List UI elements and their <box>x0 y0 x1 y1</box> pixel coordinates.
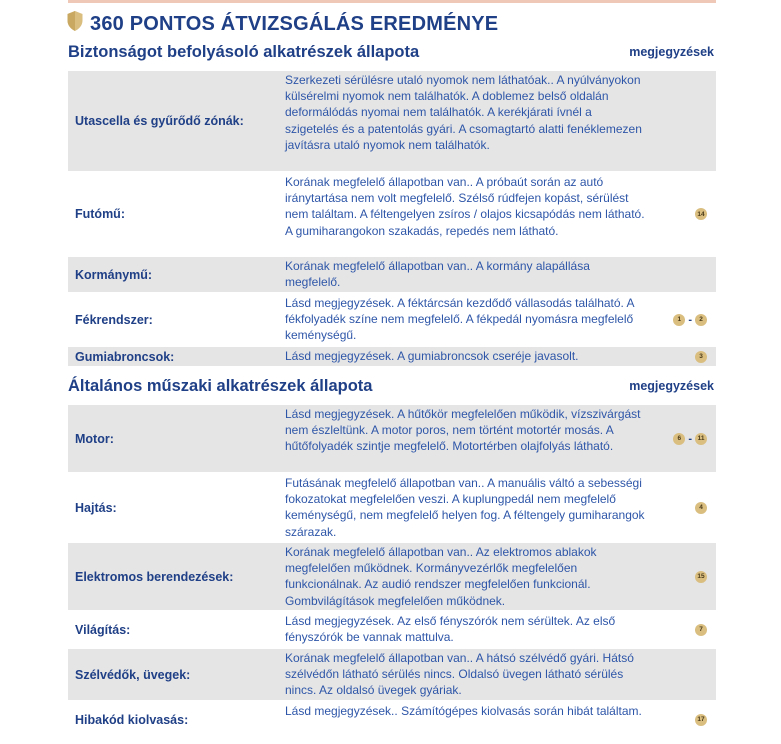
range-dash: - <box>688 313 692 326</box>
row-label: Motor: <box>75 431 114 446</box>
row-description: Szerkezeti sérülésre utaló nyomok nem láthatóak.. A nyúlványokon külsérelmi nyomok nem találhatók. A doblemez belső oldalán deformálódás nyomai nem találhatók. A kerékjárati ívnél a szigetelés és a patentolás gyári. A csomagtartó alatti fenéklemezen javításra utaló nyomok nem találhatók. <box>285 73 642 152</box>
note-badge[interactable]: 2 <box>695 314 707 326</box>
section-header-safety <box>68 43 716 65</box>
notes-badges <box>695 612 707 647</box>
table-row <box>68 474 716 541</box>
table-row <box>68 173 716 255</box>
notes-badges <box>695 347 707 366</box>
note-badge[interactable]: 14 <box>695 208 707 220</box>
table-row <box>68 543 716 610</box>
row-label: Kormánymű: <box>75 267 153 282</box>
table-row <box>68 702 716 737</box>
row-label: Gumiabroncsok: <box>75 349 175 364</box>
row-description: Korának megfelelő állapotban van.. A próbaút során az autó iránytartása nem volt megfelelő. Szélső rúdfejen kopást, sérülést nem találtam. A féltengelyen zsíros / olajos kicsapódás nem látható. A gumiharangokon szakadás, repedés nem látható. <box>285 175 645 238</box>
row-label: Utascella és gyűrődő zónák: <box>75 114 244 128</box>
row-label: Világítás: <box>75 622 131 637</box>
notes-badges <box>673 294 707 345</box>
table-row <box>68 612 716 647</box>
row-label: Elektromos berendezések: <box>75 569 234 584</box>
row-description: Lásd megjegyzések. A féktárcsán kezdődő vállasodás található. A fékfolyadék színe nem megfelelő. A fékpedál nyomásra megfelelő keménységű. <box>285 296 634 343</box>
row-description: Korának megfelelő állapotban van.. A kormány alapállása megfelelő. <box>285 259 590 290</box>
section-header-general <box>68 377 716 399</box>
note-badge[interactable]: 1 <box>673 314 685 326</box>
row-label: Futómű: <box>75 207 125 221</box>
note-badge[interactable]: 15 <box>695 571 707 583</box>
row-description: Korának megfelelő állapotban van.. A hátsó szélvédő gyári. Hátsó szélvédőn látható sérülés nincs. Oldalsó üvegen látható sérülés nincs. Az oldalsó üvegek gyáriak. <box>285 651 634 698</box>
page-title <box>66 10 498 38</box>
row-description: Lásd megjegyzések.. Számítógépes kiolvasás során hibát találtam. <box>285 704 642 718</box>
note-badge[interactable]: 6 <box>673 433 685 445</box>
row-label: Hibakód kiolvasás: <box>75 712 189 727</box>
notes-column-label: megjegyzések <box>629 379 714 393</box>
table-row <box>68 347 716 366</box>
notes-badges <box>695 474 707 541</box>
note-badge[interactable]: 11 <box>695 433 707 445</box>
row-description: Lásd megjegyzések. A hűtőkör megfelelően működik, vízszivárgást nem észleltünk. A motor poros, nem történt motortér mosás. A hűtőfolyadék szintje megfelelő. Motortérben olajfolyás látható. <box>285 407 641 454</box>
section-title: Biztonságot befolyásoló alkatrészek állapota <box>68 43 420 61</box>
table-row <box>68 71 716 171</box>
table-row <box>68 649 716 700</box>
note-badge[interactable]: 4 <box>695 502 707 514</box>
notes-badges <box>695 543 707 610</box>
notes-column-label: megjegyzések <box>629 45 714 59</box>
table-row <box>68 405 716 472</box>
range-dash: - <box>688 432 692 445</box>
page-title-text: 360 PONTOS ÁTVIZSGÁLÁS EREDMÉNYE <box>90 12 499 35</box>
note-badge[interactable]: 17 <box>695 714 707 726</box>
row-label: Hajtás: <box>75 500 117 515</box>
row-description: Lásd megjegyzések. Az első fényszórók nem sérültek. Az első fényszórók be vannak mattulva. <box>285 614 616 645</box>
row-description: Korának megfelelő állapotban van.. Az elektromos ablakok megfelelően működnek. Kormányvezérlők megfelelően funkcionálnak. Az audió rendszer megfelelően funkcionál. Gombvilágítások megfelelően működnek. <box>285 545 597 608</box>
note-badge[interactable]: 7 <box>695 624 707 636</box>
row-description: Lásd megjegyzések. A gumiabroncsok cseréje javasolt. <box>285 349 579 363</box>
note-badge[interactable]: 3 <box>695 351 707 363</box>
table-row <box>68 294 716 345</box>
row-label: Fékrendszer: <box>75 312 153 327</box>
table-row <box>68 257 716 292</box>
row-label: Szélvédők, üvegek: <box>75 667 191 682</box>
section-title: Általános műszaki alkatrészek állapota <box>68 377 373 395</box>
notes-badges <box>673 405 707 472</box>
shield-icon <box>66 10 90 38</box>
notes-badges <box>695 702 707 737</box>
notes-badges <box>695 173 707 255</box>
top-divider <box>68 0 716 3</box>
row-description: Futásának megfelelő állapotban van.. A manuális váltó a sebességi fokozatokat megfelelően veszi. A kuplungpedál nem megfelelő keménységű, nem megfelelő helyen fog. A féltengely gumiharangok szárazak. <box>285 476 645 539</box>
